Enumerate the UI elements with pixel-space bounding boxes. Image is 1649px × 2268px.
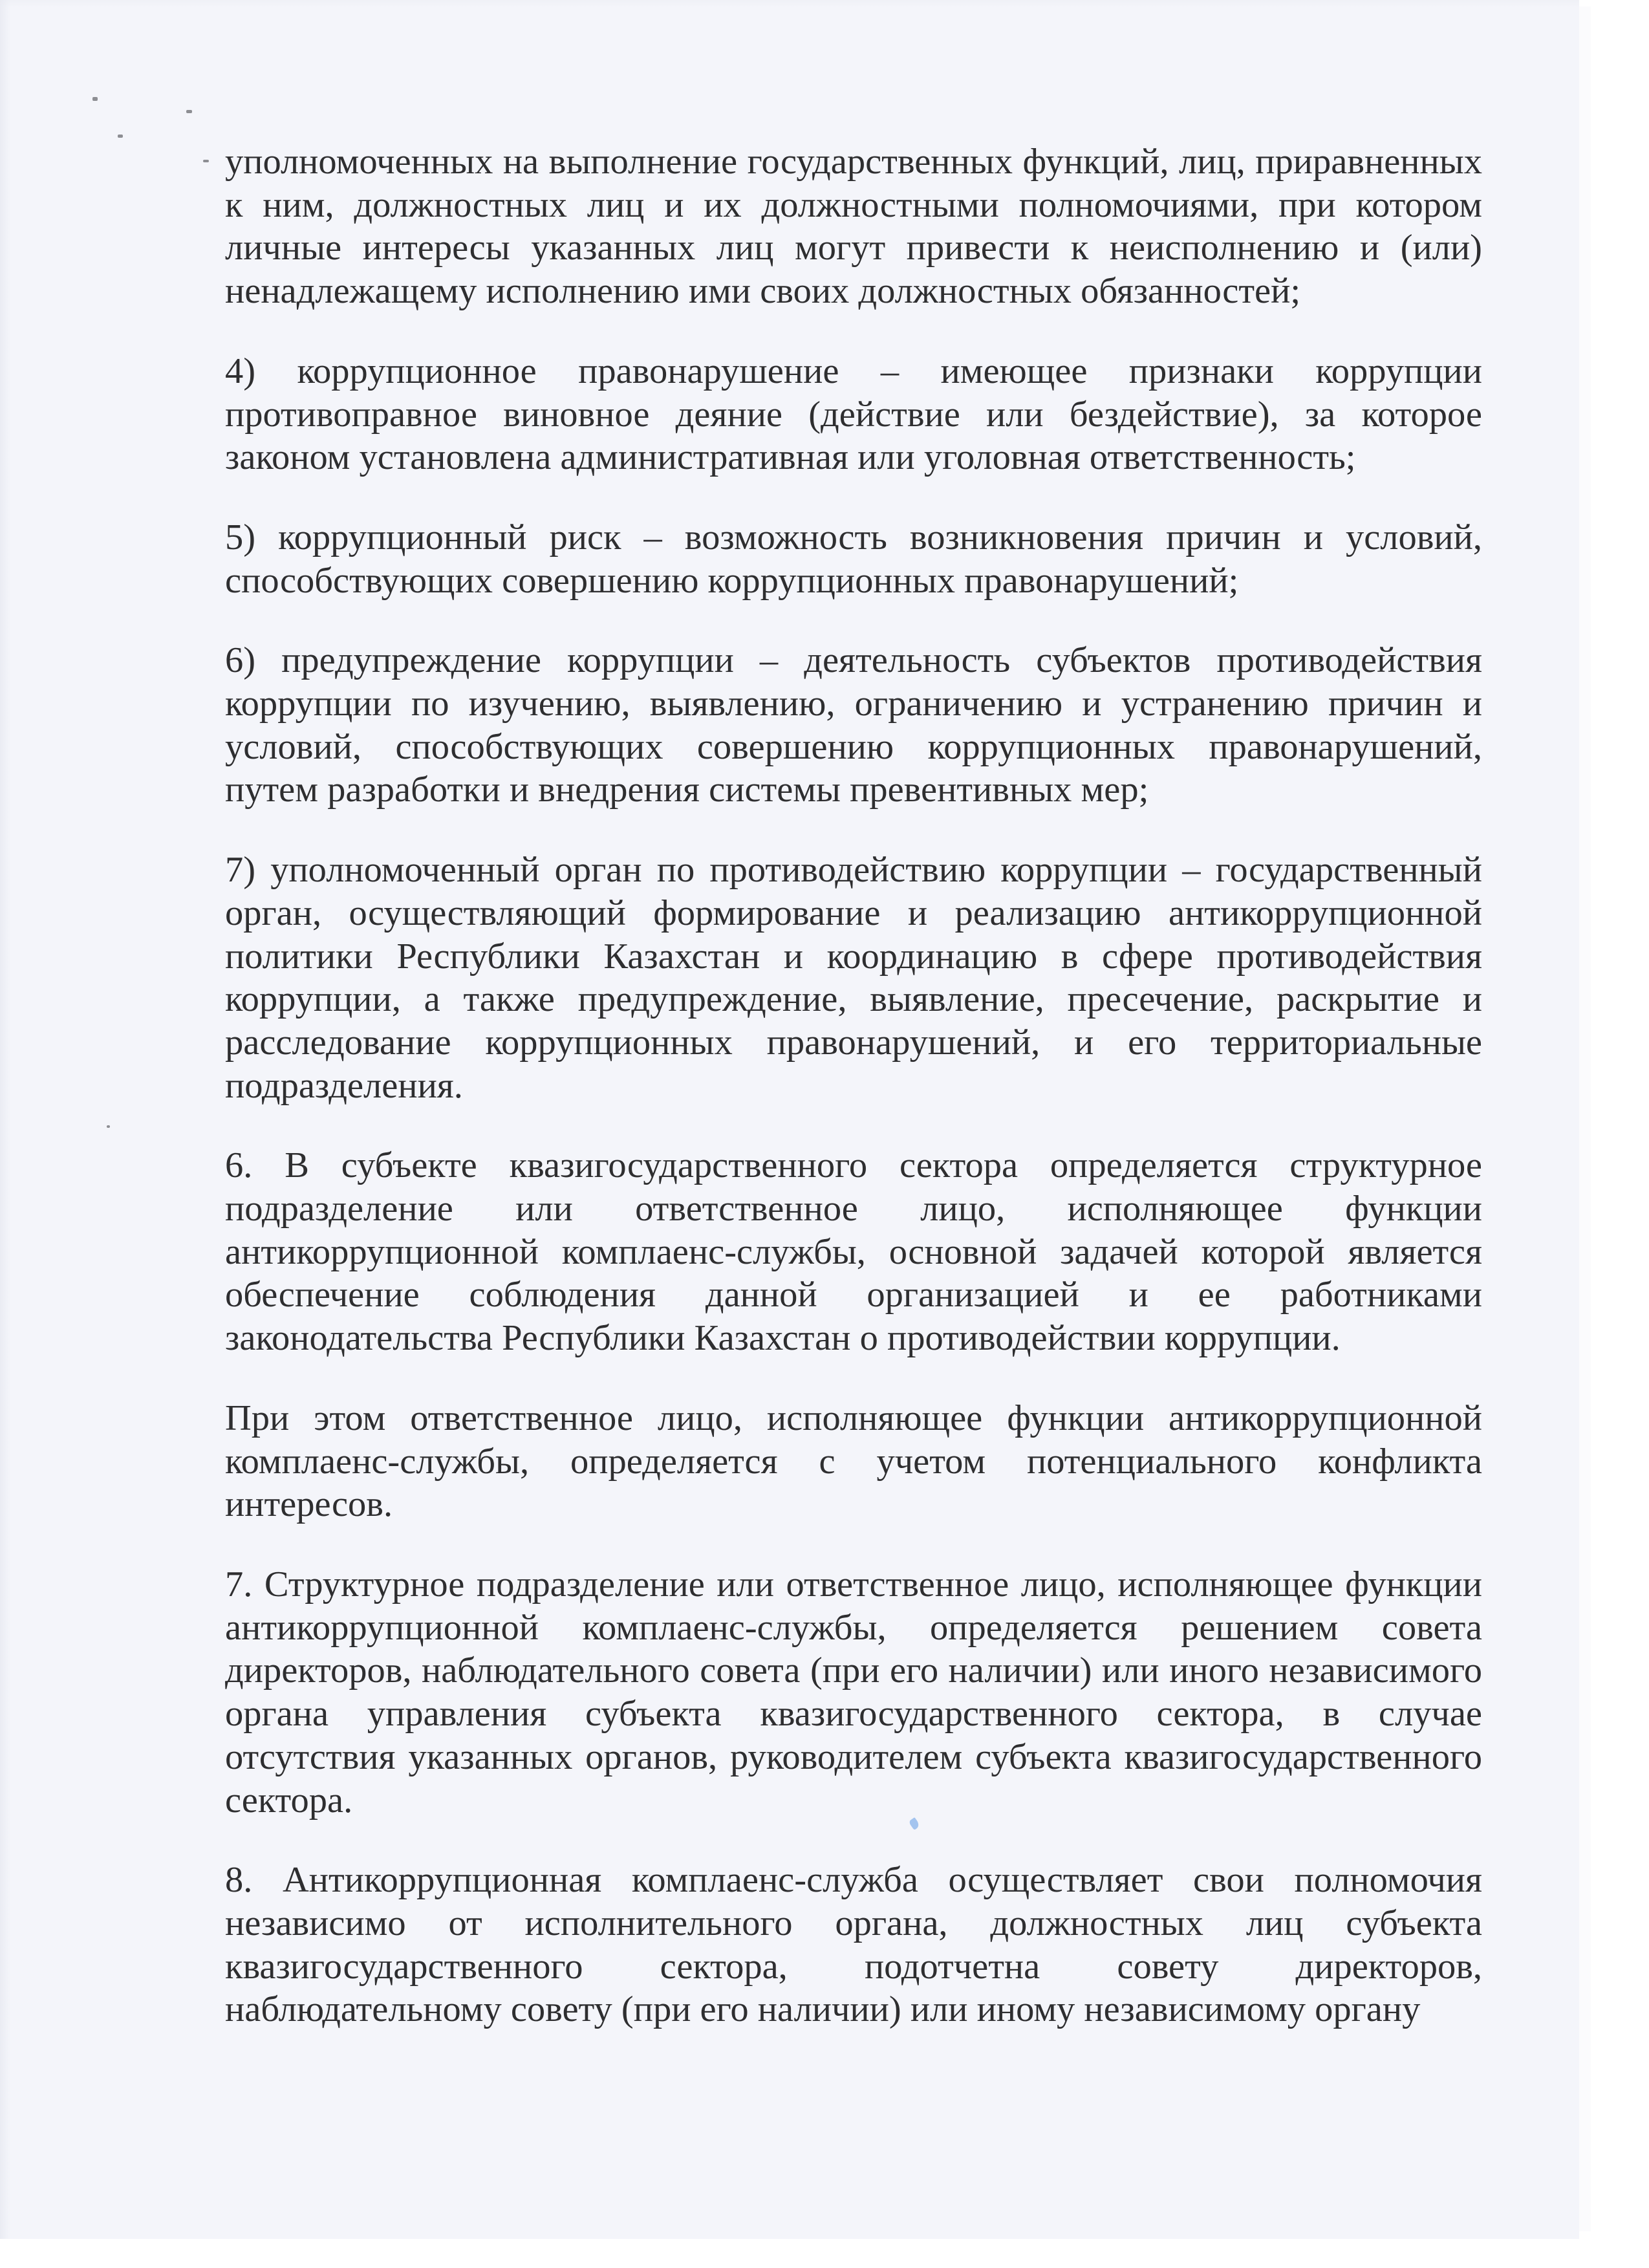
document-body bbox=[225, 140, 1482, 2068]
scan-edge-strip bbox=[1579, 6, 1591, 2231]
paragraph-item-7: 7) уполномоченный орган по противодействию коррупции – государственный орган, осуществляющий формирование и реализацию антикоррупционной политики Республики Казахстан и координацию в сфере противодействия коррупции, а также предупреждение, выявление, пресечение, раскрытие и расследование коррупционных правонарушений, и его территориальные подразделения. bbox=[225, 850, 1482, 1106]
scan-artifact-speck bbox=[92, 97, 98, 101]
paragraph-clause-6-note: При этом ответственное лицо, исполняющее функции антикоррупционной комплаенс-службы, определяется с учетом потенциального конфликта интересов. bbox=[225, 1398, 1482, 1525]
paragraph-continuation: уполномоченных на выполнение государственных функций, лиц, приравненных к ним, должностных лиц и их должностными полномочиями, при котором личные интересы указанных лиц могут привести к неисполнению и (или) ненадлежащему исполнению ими своих должностных обязанностей; bbox=[225, 142, 1482, 312]
scan-artifact-speck bbox=[107, 1125, 110, 1128]
scan-artifact-speck bbox=[203, 160, 209, 162]
paragraph-item-5: 5) коррупционный риск – возможность возникновения причин и условий, способствующих совершению коррупционных правонарушений; bbox=[225, 517, 1482, 601]
paragraph-item-4: 4) коррупционное правонарушение – имеющее признаки коррупции противоправное виновное деяние (действие или бездействие), за которое законом установлена административная или уголовная ответственность; bbox=[225, 351, 1482, 478]
paragraph-item-6: 6) предупреждение коррупции – деятельность субъектов противодействия коррупции по изучению, выявлению, ограничению и устранению причин и условий, способствующих совершению коррупционных правонарушений, путем разработки и внедрения системы превентивных мер; bbox=[225, 640, 1482, 810]
scan-artifact-speck bbox=[118, 135, 123, 138]
paragraph-clause-6: 6. В субъекте квазигосударственного сектора определяется структурное подразделение или ответственное лицо, исполняющее функции антикоррупционной комплаенс-службы, основной задачей которой является обеспечение соблюдения данной организацией и ее работниками законодательства Республики Казахстан о противодействии коррупции. bbox=[225, 1145, 1482, 1359]
scan-artifact-speck bbox=[186, 110, 192, 113]
paragraph-clause-8: 8. Антикоррупционная комплаенс-служба осуществляет свои полномочия независимо от исполнительного органа, должностных лиц субъекта квазигосударственного сектора, подотчетна совету директоров, наблюдательному совету (при его наличии) или иному независимому органу bbox=[225, 1860, 1482, 2030]
paragraph-clause-7: 7. Структурное подразделение или ответственное лицо, исполняющее функции антикоррупционной комплаенс-службы, определяется решением совета директоров, наблюдательного совета (при его наличии) или иного независимого органа управления субъекта квазигосударственного сектора, в случае отсутствия указанных органов, руководителем субъекта квазигосударственного сектора. bbox=[225, 1564, 1482, 1820]
